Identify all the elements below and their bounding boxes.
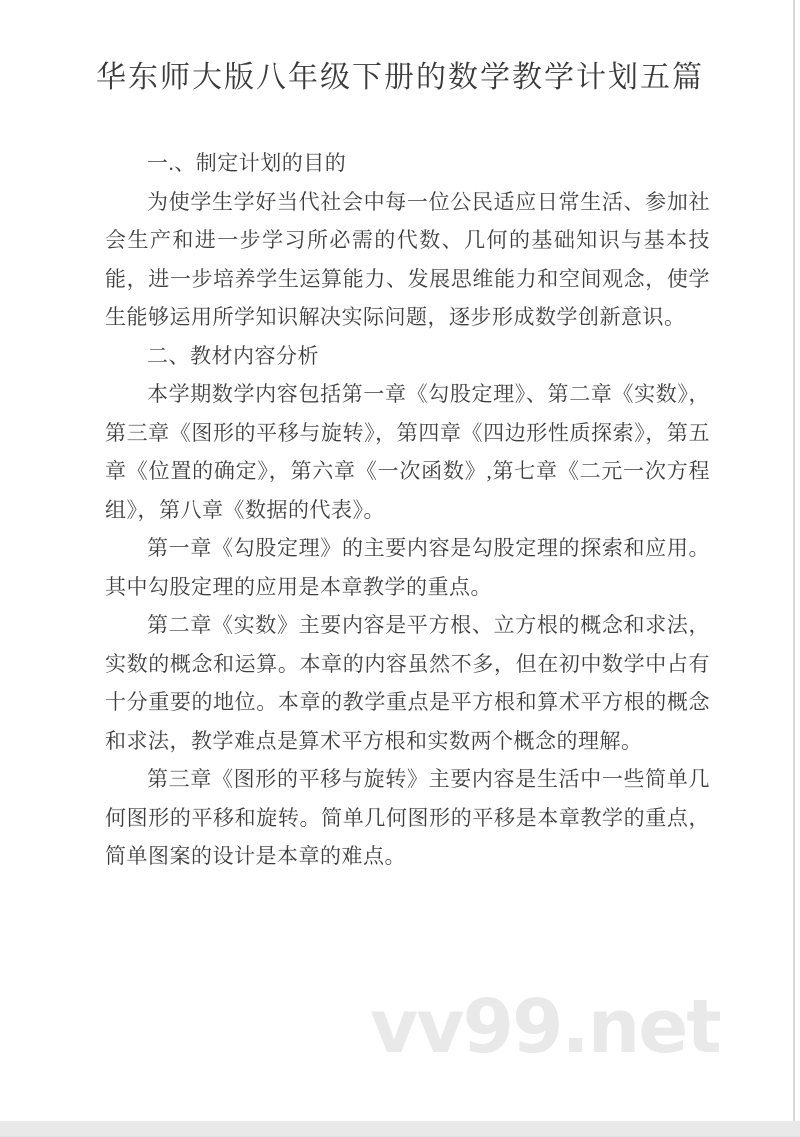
document-body bbox=[0, 144, 800, 876]
paragraph: 第三章《图形的平移与旋转》主要内容是生活中一些简单几何图形的平移和旋转。简单几何图形的平移是本章教学的重点，简单图案的设计是本章的难点。 bbox=[105, 767, 710, 868]
paragraph: 一.、制定计划的目的 bbox=[147, 151, 347, 175]
paragraph: 为使学生学好当代社会中每一位公民适应日常生活、参加社会生产和进一步学习所必需的代数、几何的基础知识与基本技能，进一步培养学生运算能力、发展思维能力和空间观念，使学生能够运用所学知识解决实际问题，逐步形成数学创新意识。 bbox=[105, 189, 710, 329]
document-title: 华东师大版八年级下册的数学教学计划五篇 bbox=[96, 61, 704, 94]
paragraph: 第二章《实数》主要内容是平方根、立方根的概念和求法，实数的概念和运算。本章的内容虽然不多，但在初中数学中占有十分重要的地位。本章的教学重点是平方根和算术平方根的概念和求法，教学难点是算术平方根和实数两个概念的理解。 bbox=[105, 613, 710, 753]
paragraph: 二、教材内容分析 bbox=[147, 343, 319, 368]
page-right-edge-divider bbox=[793, 0, 795, 1137]
page-bottom-bar bbox=[0, 1121, 800, 1137]
paragraph: 第一章《勾股定理》的主要内容是勾股定理的探索和应用。其中勾股定理的应用是本章教学的重点。 bbox=[105, 536, 710, 599]
paragraph: 本学期数学内容包括第一章《勾股定理》、第二章《实数》，第三章《图形的平移与旋转》，第四章《四边形性质探索》，第五章《位置的确定》，第六章《一次函数》,第七章《二元一次方程组》，第八章《数据的代表》。 bbox=[105, 382, 710, 522]
watermark-text: vv99.net bbox=[370, 984, 720, 1070]
